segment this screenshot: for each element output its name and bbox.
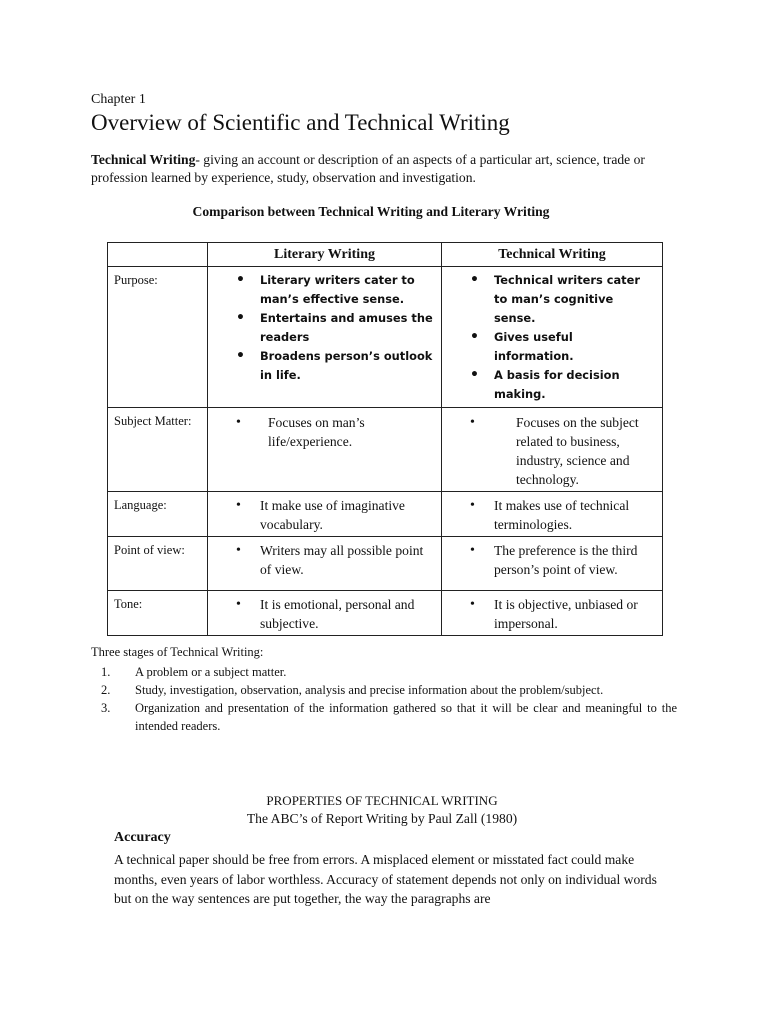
literary-list [208,541,441,579]
table-row-purpose [108,267,663,408]
list-item: • It make use of imaginative vocabulary. [208,496,441,534]
list-item [91,681,677,699]
technical-cell [442,537,663,591]
page-title: Overview of Scientific and Technical Writing [91,110,510,135]
list-item: • A basis for decision making. [442,366,662,404]
list-number: 2. [101,683,111,697]
definition-text: - giving an account or description of an aspects of a particular art, science, trade or profession learned by experience, study, observation and investigation. [91,152,645,185]
row-label: Subject Matter: [108,408,208,492]
definition-paragraph [91,151,671,187]
header-empty [108,243,208,267]
list-item: • Technical writers cater to man’s cognitive sense. [442,271,662,328]
table-header-row [108,243,663,267]
literary-list [208,595,441,633]
table-row-language [108,492,663,537]
stages-heading: Three stages of Technical Writing: [91,645,264,659]
list-number: 3. [101,701,111,715]
list-item: • It is objective, unbiased or impersonal. [442,595,662,633]
list-item: • Entertains and amuses the readers [208,309,441,347]
stages-list [91,663,677,735]
header-technical: Technical Writing [442,243,663,267]
list-item: • Broadens person’s outlook in life. [208,347,441,385]
list-item: • Focuses on the subject related to business, industry, science and technology. [442,413,662,489]
technical-list [442,413,662,489]
properties-heading: PROPERTIES OF TECHNICAL WRITING [266,793,498,808]
list-item: • Focuses on man’s life/experience. [208,413,441,451]
technical-list [442,595,662,633]
list-item: • The preference is the third person’s point of view. [442,541,662,579]
literary-cell [208,408,442,492]
technical-list [442,271,662,404]
literary-cell [208,492,442,537]
accuracy-heading: Accuracy [114,830,171,845]
table-row-tone [108,591,663,636]
literary-list [208,271,441,385]
literary-cell [208,537,442,591]
list-item [91,663,677,681]
list-item-text: Study, investigation, observation, analysis and precise information about the problem/subject. [135,683,604,697]
technical-cell [442,492,663,537]
list-item: • Literary writers cater to man’s effective sense. [208,271,441,309]
list-number: 1. [101,665,111,679]
technical-list [442,496,662,534]
definition-term: Technical Writing [91,152,196,167]
row-label: Language: [108,492,208,537]
chapter-label: Chapter 1 [91,92,146,107]
table-row-subject-matter [108,408,663,492]
list-item: • Writers may all possible point of view. [208,541,441,579]
literary-cell [208,267,442,408]
literary-cell [208,591,442,636]
comparison-table [107,242,663,636]
list-item-text: A problem or a subject matter. [135,665,287,679]
list-item: • Gives useful information. [442,328,662,366]
accuracy-paragraph: A technical paper should be free from errors. A misplaced element or misstated fact could make months, even years of labor worthless. Accuracy of statement depends not only on individual words but on the way sentences are put together, the way the paragraphs are [114,852,657,906]
comparison-title: Comparison between Technical Writing and Literary Writing [192,204,550,219]
technical-cell [442,408,663,492]
literary-list [208,496,441,534]
row-label: Tone: [108,591,208,636]
technical-list [442,541,662,579]
technical-cell [442,267,663,408]
list-item-text: Organization and presentation of the information gathered so that it will be clear and meaningful to the intended readers. [135,701,677,733]
table-row-point-of-view [108,537,663,591]
technical-cell [442,591,663,636]
row-label: Purpose: [108,267,208,408]
list-item: • It makes use of technical terminologies. [442,496,662,534]
properties-subheading: The ABC’s of Report Writing by Paul Zall (1980) [246,811,518,826]
literary-list [208,413,441,451]
list-item: • It is emotional, personal and subjective. [208,595,441,633]
row-label: Point of view: [108,537,208,591]
list-item [91,699,677,735]
header-literary: Literary Writing [208,243,442,267]
